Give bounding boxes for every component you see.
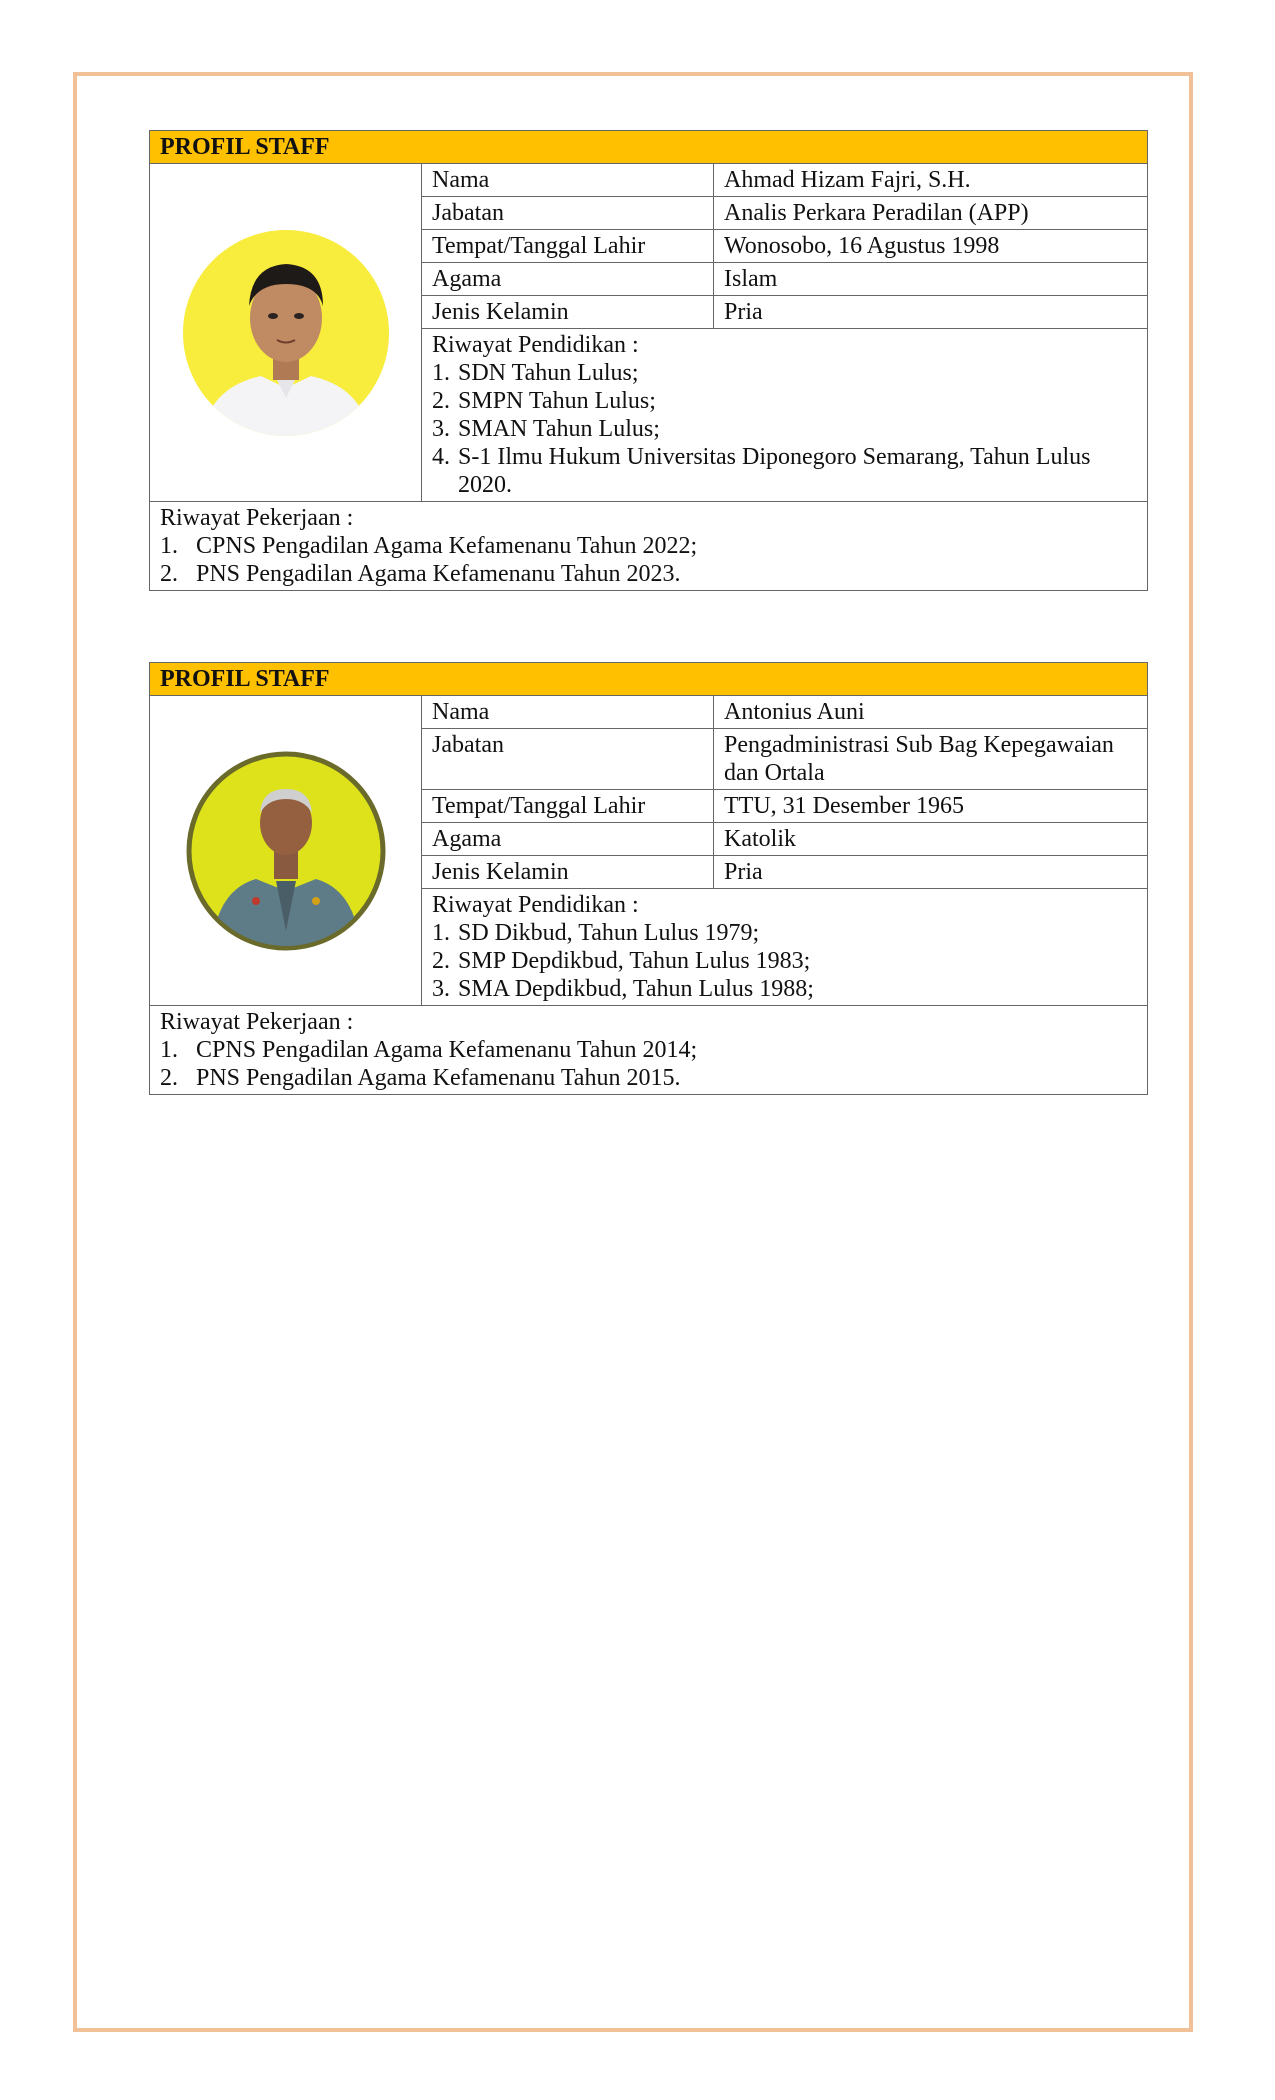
field-value: TTU, 31 Desember 1965: [714, 790, 1148, 823]
education-title: Riwayat Pendidikan :: [432, 892, 639, 918]
list-item: [160, 1036, 1137, 1064]
staff-profile-table: [149, 662, 1148, 1095]
item-text: CPNS Pengadilan Agama Kefamenanu Tahun 2022;: [196, 533, 698, 559]
education-cell: [422, 889, 1148, 1006]
item-number: 1.: [160, 1037, 178, 1063]
field-label: Tempat/Tanggal Lahir: [422, 230, 714, 263]
work-history-cell: [150, 1006, 1148, 1095]
profile-header: PROFIL STAFF: [150, 663, 1148, 696]
field-value: Wonosobo, 16 Agustus 1998: [714, 230, 1148, 263]
field-label: Tempat/Tanggal Lahir: [422, 790, 714, 823]
field-label: Jenis Kelamin: [422, 296, 714, 329]
field-value: Ahmad Hizam Fajri, S.H.: [714, 164, 1148, 197]
item-text: SDN Tahun Lulus;: [458, 360, 639, 386]
item-text: PNS Pengadilan Agama Kefamenanu Tahun 2015.: [196, 1065, 681, 1091]
item-number: 4.: [432, 444, 450, 470]
education-list: [432, 359, 1137, 499]
education-list: [432, 919, 1137, 1003]
education-cell: [422, 329, 1148, 502]
education-title: Riwayat Pendidikan :: [432, 332, 639, 358]
list-item: [432, 947, 1137, 975]
field-label: Nama: [422, 696, 714, 729]
list-item: [160, 532, 1137, 560]
work-history-title: Riwayat Pekerjaan :: [160, 505, 354, 531]
field-label: Agama: [422, 263, 714, 296]
work-history-cell: [150, 502, 1148, 591]
list-item: [160, 560, 1137, 588]
item-number: 1.: [160, 533, 178, 559]
list-item: [432, 415, 1137, 443]
photo-cell: [150, 164, 422, 502]
item-text: SMA Depdikbud, Tahun Lulus 1988;: [458, 976, 814, 1002]
photo-cell: [150, 696, 422, 1006]
field-value: Pengadministrasi Sub Bag Kepegawaian dan Ortala: [714, 729, 1148, 790]
field-value: Pria: [714, 856, 1148, 889]
item-number: 2.: [432, 388, 450, 414]
field-value: Katolik: [714, 823, 1148, 856]
staff-photo: [181, 228, 391, 438]
item-number: 1.: [432, 360, 450, 386]
field-label: Nama: [422, 164, 714, 197]
list-item: [160, 1064, 1137, 1092]
item-number: 3.: [432, 976, 450, 1002]
field-label: Jabatan: [422, 197, 714, 230]
staff-photo: [186, 751, 386, 951]
item-text: SMPN Tahun Lulus;: [458, 388, 656, 414]
item-number: 3.: [432, 416, 450, 442]
field-label: Jabatan: [422, 729, 714, 790]
item-text: S-1 Ilmu Hukum Universitas Diponegoro Semarang, Tahun Lulus 2020.: [458, 444, 1091, 498]
list-item: [432, 359, 1137, 387]
work-history-list: [160, 1036, 1137, 1092]
item-number: 2.: [160, 1065, 178, 1091]
item-text: SMP Depdikbud, Tahun Lulus 1983;: [458, 948, 811, 974]
profile-header: PROFIL STAFF: [150, 131, 1148, 164]
field-value: Islam: [714, 263, 1148, 296]
field-label: Jenis Kelamin: [422, 856, 714, 889]
list-item: [432, 975, 1137, 1003]
field-value: Pria: [714, 296, 1148, 329]
item-number: 2.: [432, 948, 450, 974]
list-item: [432, 387, 1137, 415]
item-text: CPNS Pengadilan Agama Kefamenanu Tahun 2014;: [196, 1037, 698, 1063]
staff-profile-table: [149, 130, 1148, 591]
field-value: Analis Perkara Peradilan (APP): [714, 197, 1148, 230]
work-history-list: [160, 532, 1137, 588]
field-value: Antonius Auni: [714, 696, 1148, 729]
field-label: Agama: [422, 823, 714, 856]
list-item: [432, 919, 1137, 947]
list-item: [432, 443, 1137, 499]
work-history-title: Riwayat Pekerjaan :: [160, 1009, 354, 1035]
item-number: 1.: [432, 920, 450, 946]
item-text: SMAN Tahun Lulus;: [458, 416, 660, 442]
item-text: SD Dikbud, Tahun Lulus 1979;: [458, 920, 760, 946]
item-number: 2.: [160, 561, 178, 587]
item-text: PNS Pengadilan Agama Kefamenanu Tahun 2023.: [196, 561, 681, 587]
